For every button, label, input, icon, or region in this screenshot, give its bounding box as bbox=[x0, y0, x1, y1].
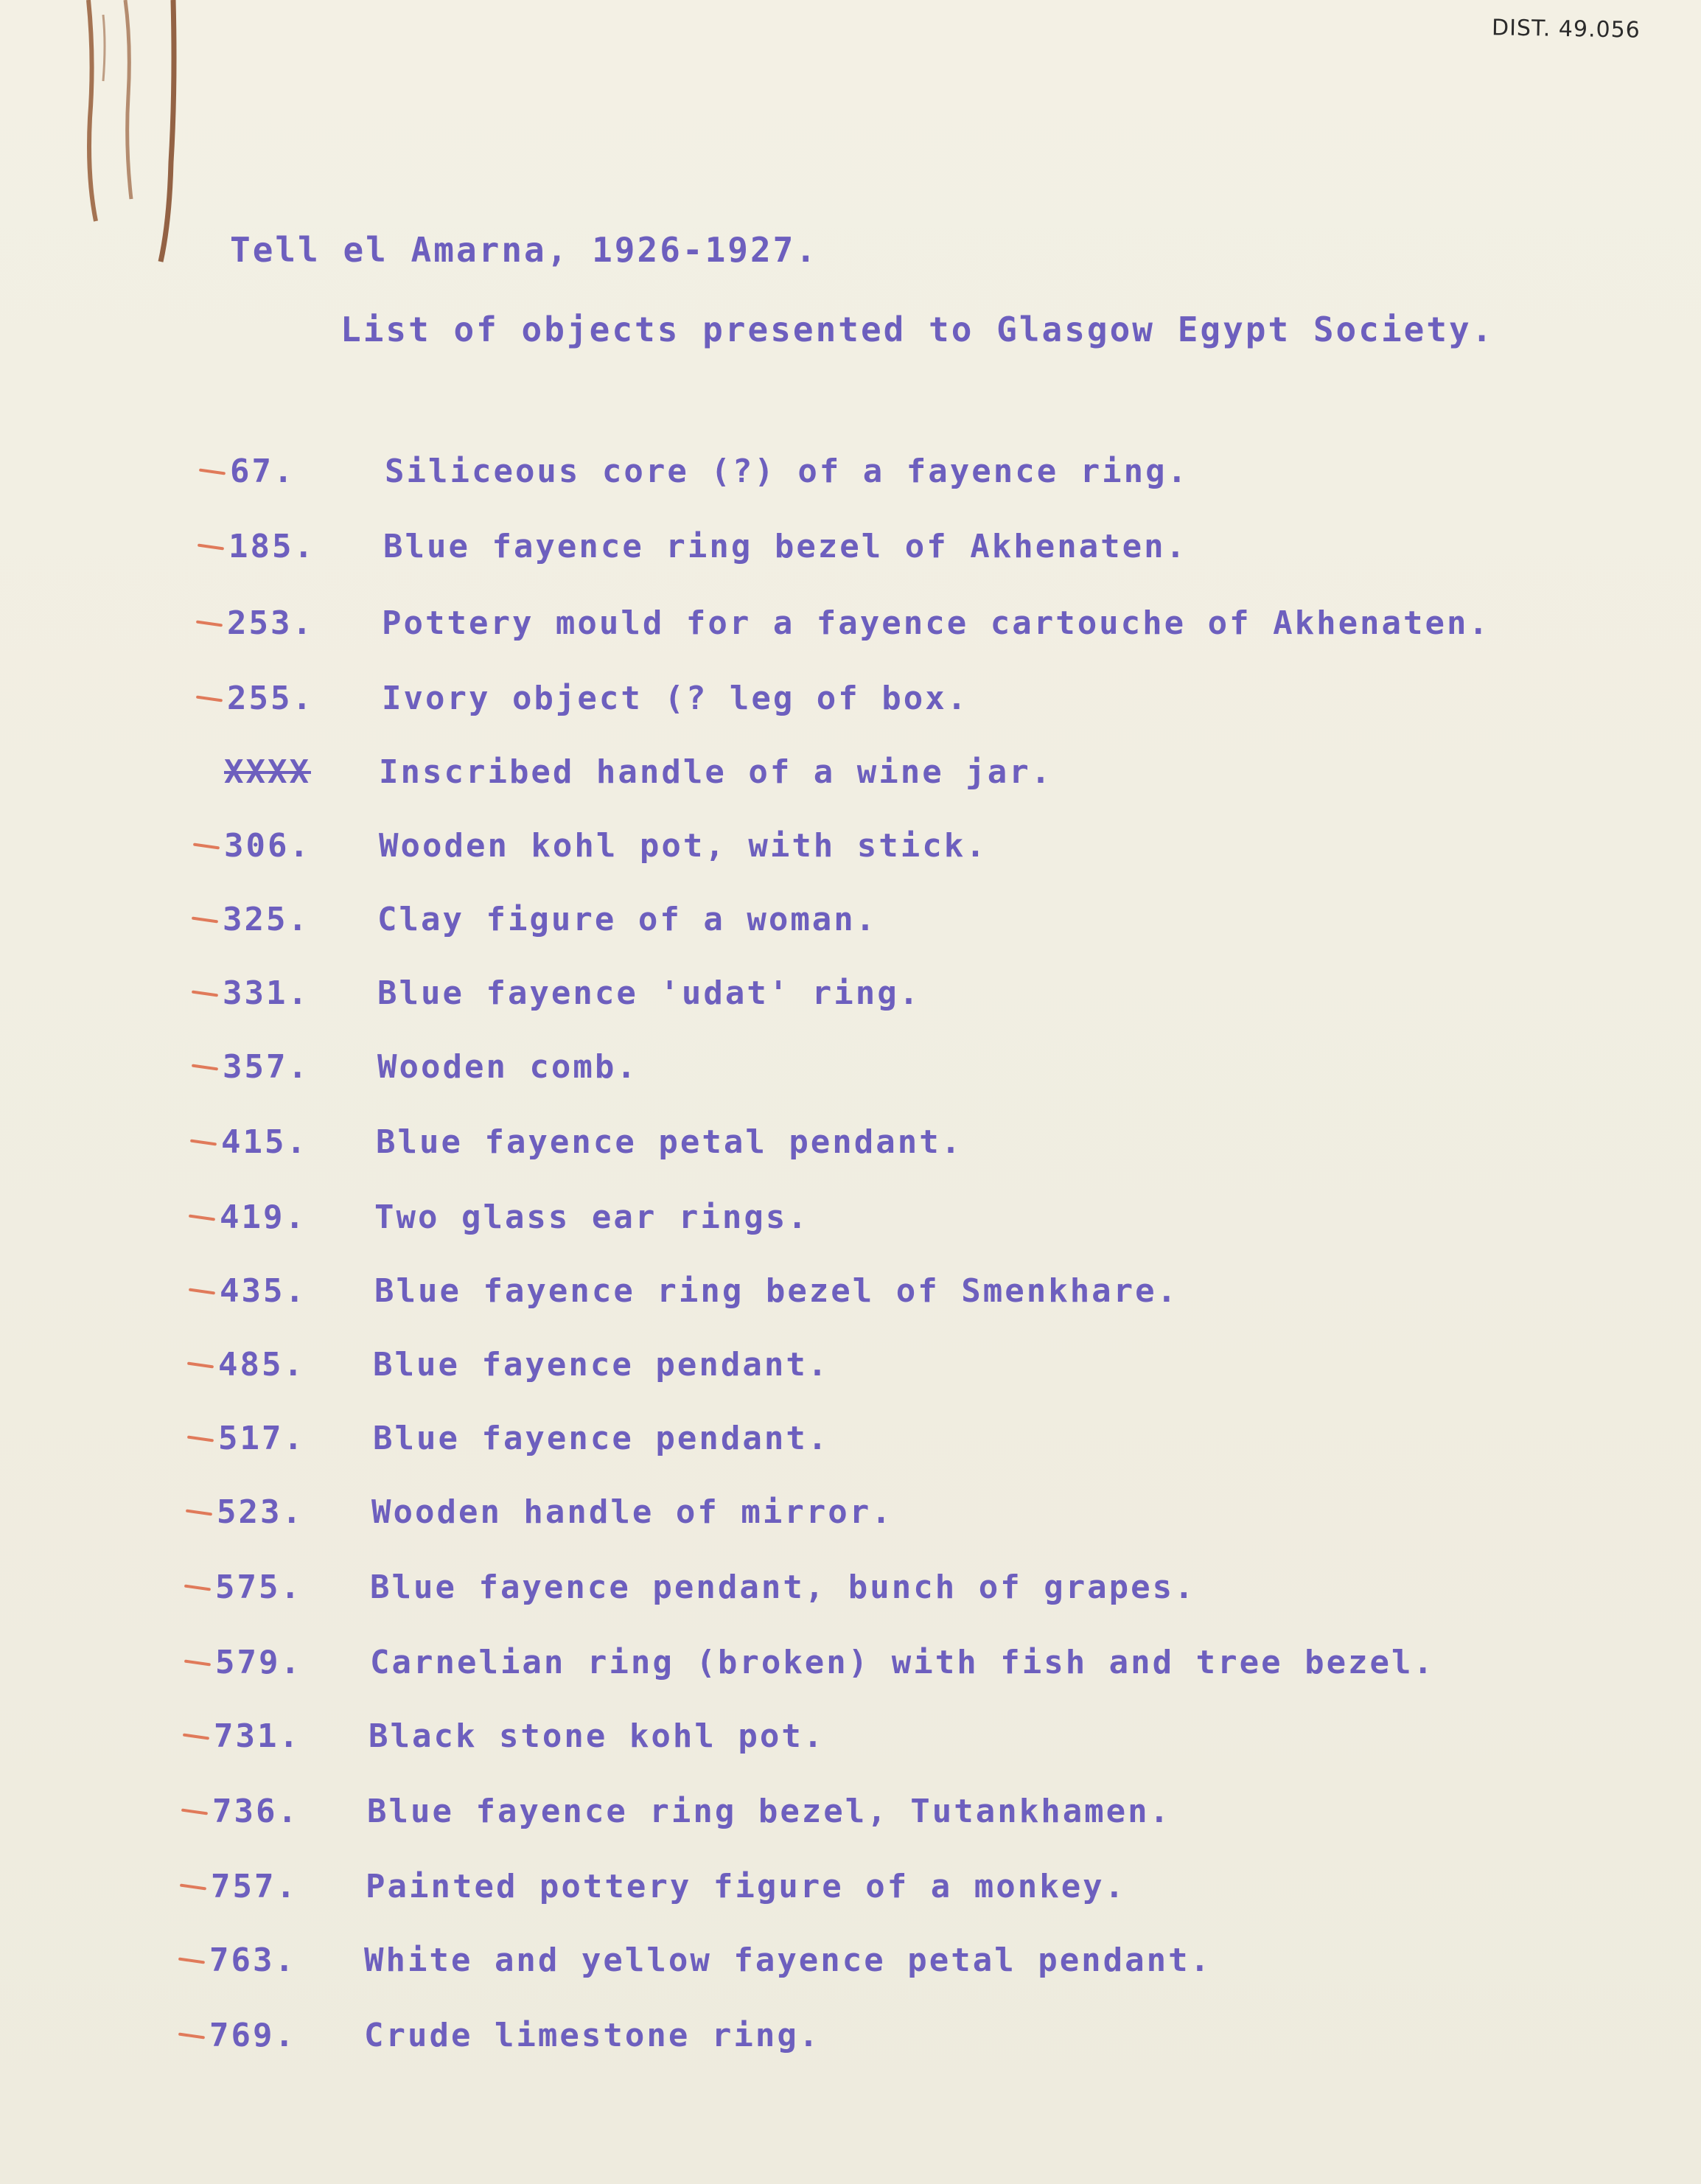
tick-mark bbox=[183, 1734, 209, 1740]
item-number: 331. bbox=[223, 974, 310, 1012]
item-description: Blue fayence 'udat' ring. bbox=[377, 974, 921, 1012]
item-description: Clay figure of a woman. bbox=[377, 901, 878, 938]
item-number: 731. bbox=[214, 1717, 301, 1755]
tick-mark bbox=[196, 621, 223, 627]
item-number: 253. bbox=[227, 604, 314, 642]
tick-mark bbox=[184, 1585, 211, 1591]
tick-mark bbox=[192, 1064, 218, 1071]
tick-mark bbox=[186, 1510, 212, 1516]
tick-mark bbox=[187, 1362, 214, 1369]
item-description: Inscribed handle of a wine jar. bbox=[379, 753, 1053, 791]
tick-mark bbox=[190, 1140, 217, 1146]
item-number: 523. bbox=[217, 1493, 304, 1531]
item-description: Blue fayence petal pendant. bbox=[376, 1123, 963, 1161]
item-number: 575. bbox=[215, 1569, 302, 1606]
item-number: 769. bbox=[209, 2017, 296, 2054]
item-description: White and yellow fayence petal pendant. bbox=[364, 1941, 1212, 1979]
document-subtitle: List of objects presented to Glasgow Egypt Society. bbox=[340, 310, 1495, 349]
item-description: Blue fayence pendant. bbox=[373, 1420, 830, 1457]
tick-mark bbox=[193, 843, 220, 850]
item-number: 419. bbox=[220, 1199, 307, 1236]
tick-mark bbox=[192, 917, 218, 924]
item-number: 517. bbox=[218, 1420, 305, 1457]
tick-mark bbox=[187, 1436, 214, 1442]
tick-mark bbox=[181, 1809, 208, 1815]
item-number: 357. bbox=[223, 1048, 310, 1086]
item-description: Blue fayence pendant, bunch of grapes. bbox=[370, 1569, 1196, 1606]
tick-mark bbox=[180, 1884, 206, 1891]
rust-stain-mark bbox=[74, 0, 199, 273]
item-description: Black stone kohl pot. bbox=[369, 1717, 825, 1755]
tick-mark bbox=[192, 991, 218, 997]
item-description: Ivory object (? leg of box. bbox=[382, 680, 969, 717]
document-title: Tell el Amarna, 1926-1927. bbox=[230, 230, 819, 270]
item-number: 67. bbox=[230, 453, 296, 490]
item-description: Wooden comb. bbox=[377, 1048, 638, 1086]
item-number: 325. bbox=[223, 901, 310, 938]
reference-number: DIST. 49.056 bbox=[1491, 15, 1641, 43]
item-number: 255. bbox=[227, 680, 314, 717]
item-number: 306. bbox=[224, 827, 311, 865]
item-description: Wooden handle of mirror. bbox=[371, 1493, 893, 1531]
item-description: Blue fayence ring bezel of Akhenaten. bbox=[383, 528, 1188, 565]
item-number: 763. bbox=[209, 1941, 296, 1979]
item-description: Blue fayence ring bezel of Smenkhare. bbox=[374, 1272, 1179, 1310]
item-number: 185. bbox=[228, 528, 315, 565]
item-number: 757. bbox=[211, 1868, 298, 1905]
tick-mark bbox=[196, 696, 223, 702]
tick-mark bbox=[198, 544, 224, 551]
item-description: Blue fayence ring bezel, Tutankhamen. bbox=[367, 1793, 1172, 1830]
item-description: Painted pottery figure of a monkey. bbox=[366, 1868, 1127, 1905]
item-number: XXXX bbox=[224, 753, 311, 791]
tick-mark bbox=[178, 1958, 205, 1964]
item-description: Siliceous core (?) of a fayence ring. bbox=[385, 453, 1190, 490]
item-number: 485. bbox=[218, 1346, 305, 1384]
item-number: 736. bbox=[212, 1793, 299, 1830]
item-number: 579. bbox=[215, 1644, 302, 1681]
item-description: Pottery mould for a fayence cartouche of Akhenaten. bbox=[382, 604, 1491, 642]
tick-mark bbox=[189, 1215, 215, 1221]
tick-mark bbox=[184, 1660, 211, 1667]
item-description: Wooden kohl pot, with stick. bbox=[379, 827, 988, 865]
item-description: Crude limestone ring. bbox=[364, 2017, 821, 2054]
item-description: Blue fayence pendant. bbox=[373, 1346, 830, 1384]
tick-mark bbox=[178, 2033, 205, 2040]
item-number: 435. bbox=[220, 1272, 307, 1310]
item-number: 415. bbox=[221, 1123, 308, 1161]
tick-mark bbox=[199, 469, 226, 475]
tick-mark bbox=[189, 1288, 215, 1295]
item-description: Carnelian ring (broken) with fish and tree bezel. bbox=[370, 1644, 1436, 1681]
item-description: Two glass ear rings. bbox=[374, 1199, 809, 1236]
